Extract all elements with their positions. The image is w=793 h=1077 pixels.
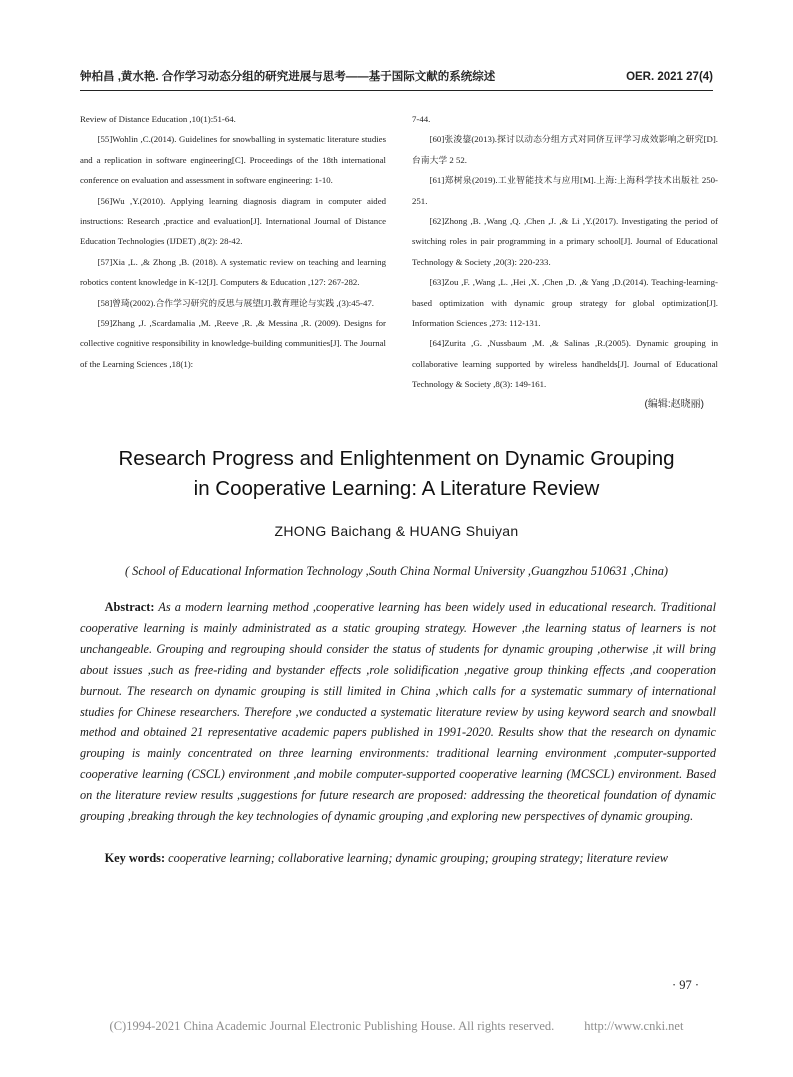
references-right-column — [412, 109, 718, 415]
reference-entry: [64]Zurita ,G. ,Nussbaum ,M. ,& Salinas ,R.(2005). Dynamic grouping in collaborative learning supported by wireless handhelds[J]. Journal of Educational Technology & Society ,8(3): 149-161. — [412, 338, 718, 390]
keywords — [80, 848, 716, 869]
abstract-text: As a modern learning method ,cooperative learning has been widely used in educational research. Traditional cooperative learning is mainly administrated as a static grouping strategy. However ,the learning status of learners is not unchangeable. Grouping and regrouping should consider the status of students for dynamic grouping ,otherwise ,it will bring about issues ,such as free-riding and bystander effects ,role solidification ,negative group thinking effects ,and cooperation burnout. The research on dynamic grouping is still limited in China ,which calls for a systematic summary of international studies for Chinese researchers. Therefore ,we conducted a systematic literature review by using keyword search and snowball method and obtained 21 representative academic papers published in 1991-2020. Results show that the research on dynamic grouping is mainly concentrated on three learning environments: traditional learning environment ,computer-supported cooperative learning (CSCL) environment ,and mobile computer-supported cooperative learning (MCSCL) environment. Based on the literature review results ,suggestions for future research are proposed: addressing the theoretical foundation of dynamic grouping ,breaking through the key technologies of dynamic grouping ,and exploring new perspectives of dynamic grouping. — [80, 600, 716, 824]
reference-entry: [61]郑树泉(2019).工业智能技术与应用[M].上海:上海科学技术出版社 250-251. — [412, 175, 718, 206]
running-header-title: 钟柏昌 ,黄水艳. 合作学习动态分组的研究进展与思考——基于国际文献的系统综述 — [80, 71, 496, 83]
references-left-column — [80, 109, 386, 374]
reference-entry: [63]Zou ,F. ,Wang ,L. ,Hei ,X. ,Chen ,D. ,& Yang ,D.(2014). Teaching-learning-based optimization with dynamic group strategy for global optimization[J]. Information Sciences ,273: 112-131. — [412, 277, 718, 329]
reference-entry: 7-44. — [412, 114, 431, 124]
reference-entry: [62]Zhong ,B. ,Wang ,Q. ,Chen ,J. ,& Li ,Y.(2017). Investigating the period of switching roles in pair programming in a primary school[J]. Journal of Educational Technology & Society ,20(3): 220-233. — [412, 216, 718, 267]
abstract-label: Abstract: — [104, 600, 155, 614]
copyright-text: (C)1994-2021 China Academic Journal Electronic Publishing House. All rights reserved. — [109, 1019, 555, 1033]
reference-entry: [59]Zhang ,J. ,Scardamalia ,M. ,Reeve ,R. ,& Messina ,R. (2009). Designs for collective cognitive responsibility in knowledge-building communities[J]. The Journal of the Learning Sciences ,18(1): — [80, 318, 386, 369]
keywords-text: cooperative learning; collaborative learning; dynamic grouping; grouping strategy; literature review — [165, 851, 668, 865]
page-number: · 97 · — [672, 978, 700, 992]
cnki-url: http://www.cnki.net — [584, 1019, 684, 1033]
title-line: in Cooperative Learning: A Literature Review — [193, 477, 600, 500]
reference-entry: [56]Wu ,Y.(2010). Applying learning diagnosis diagram in computer aided instructions: Research ,practice and evaluation[J]. International Journal of Distance Education Technologies (IJDET) ,8(2): 28-42. — [80, 195, 386, 247]
reference-entry: [57]Xia ,L. ,& Zhong ,B. (2018). A systematic review on teaching and learning robotics content knowledge in K-12[J]. Computers & Education ,127: 267-282. — [80, 256, 386, 288]
title-line: Research Progress and Enlightenment on Dynamic Grouping — [118, 447, 675, 470]
reference-entry: [58]曾琦(2002).合作学习研究的反思与展望[J].教育理论与实践 ,(3):45-47. — [97, 297, 374, 308]
affiliation: ( School of Educational Information Technology ,South China Normal University ,Guangzhou 510631 ,China) — [125, 564, 668, 578]
copyright-footer — [0, 1019, 793, 1034]
editor-note: (编辑:赵晓丽) — [644, 398, 704, 410]
running-header-journal: OER. 2021 27(4) — [626, 71, 713, 83]
reference-entry: [55]Wohlin ,C.(2014). Guidelines for snowballing in systematic literature studies and a replication in software engineering[C]. Proceedings of the 18th international conference on evaluation and assessment in software engineering: 1-10. — [80, 134, 386, 186]
english-title — [60, 444, 733, 504]
abstract — [80, 597, 716, 827]
authors: ZHONG Baichang & HUANG Shuiyan — [274, 523, 519, 539]
keywords-label: Key words: — [104, 851, 166, 865]
header-rule — [80, 90, 713, 91]
running-header — [80, 68, 713, 84]
reference-entry: Review of Distance Education ,10(1):51-64. — [80, 114, 236, 124]
reference-entry: [60]张浚鋆(2013).探讨以动态分组方式对同侪互评学习成效影响之研究[D].台南大学 2 52. — [412, 134, 718, 165]
